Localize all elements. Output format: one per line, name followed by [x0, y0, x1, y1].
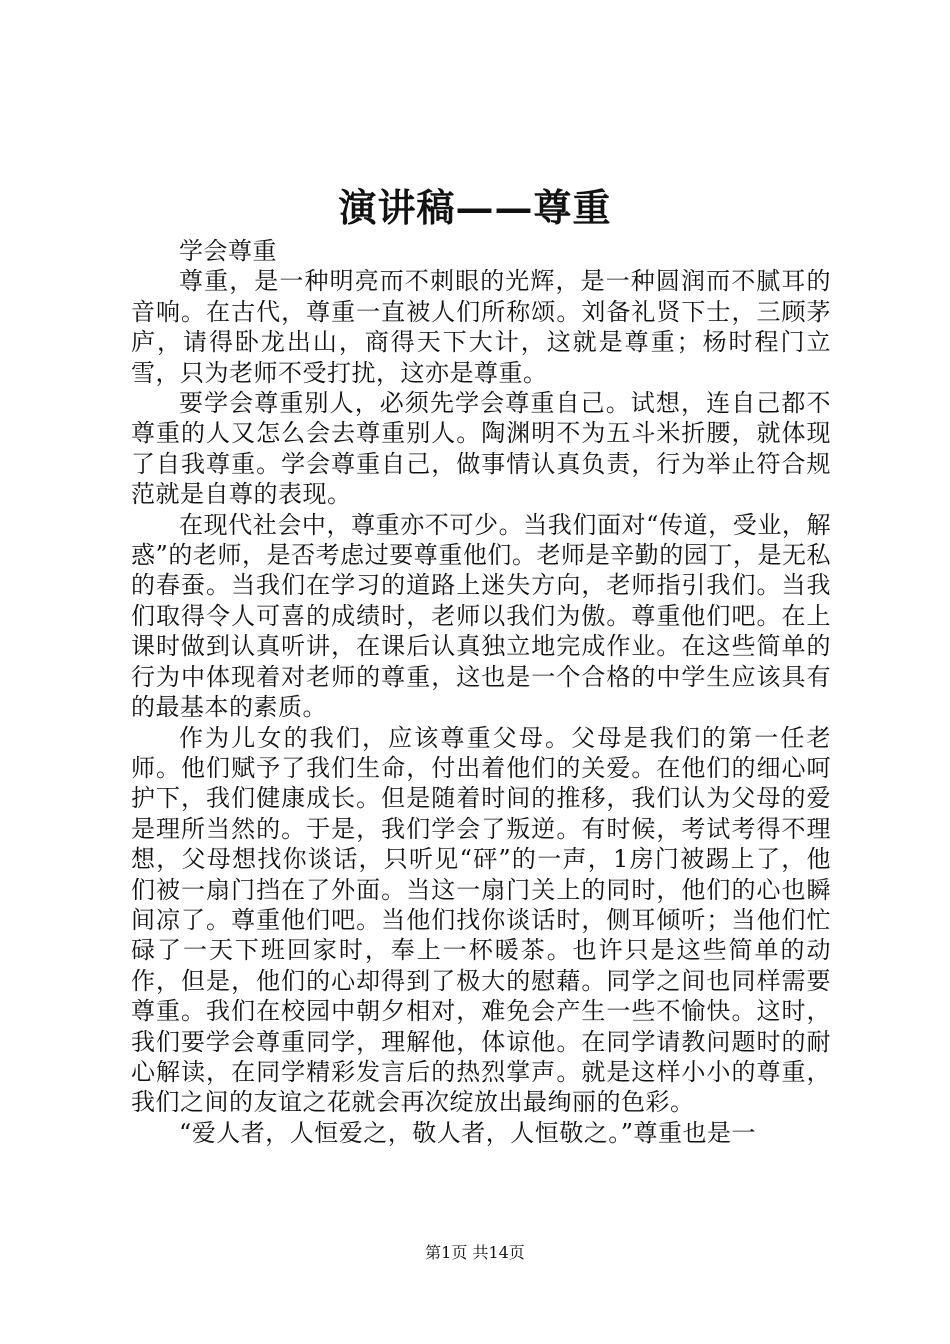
- paragraph: 在现代社会中，尊重亦不可少。当我们面对“传道，受业，解惑”的老师，是否考虑过要尊重他们。老师是辛勤的园丁，是无私的春蚕。当我们在学习的道路上迷失方向，老师指引我们。当我们取得令人可喜的成绩时，老师以我们为傲。尊重他们吧。在上课时做到认真听讲，在课后认真独立地完成作业。在这些简单的行为中体现着对老师的尊重，这也是一个合格的中学生应该具有的最基本的素质。: [131, 510, 831, 722]
- paragraph-subtitle: 学会尊重: [179, 237, 277, 265]
- paragraph: 尊重，是一种明亮而不刺眼的光辉，是一种圆润而不腻耳的音响。在古代，尊重一直被人们所称颂。刘备礼贤下士，三顾茅庐，请得卧龙出山，商得天下大计，这就是尊重；杨时程门立雪，只为老师不受打扰，这亦是尊重。: [131, 267, 831, 387]
- paragraph: 要学会尊重别人，必须先学会尊重自己。试想，连自己都不尊重的人又怎么会去尊重别人。陶渊明不为五斗米折腰，就体现了自我尊重。学会尊重自己，做事情认真负责，行为举止符合规范就是自尊的表现。: [131, 389, 831, 509]
- document-title: 演讲稿——尊重: [338, 185, 612, 230]
- document-body: [131, 236, 831, 1148]
- paragraph: 作为儿女的我们，应该尊重父母。父母是我们的第一任老师。他们赋予了我们生命，付出着他们的关爱。在他们的细心呵护下，我们健康成长。但是随着时间的推移，我们认为父母的爱是理所当然的。于是，我们学会了叛逆。有时候，考试考得不理想，父母想找你谈话，只听见“砰”的一声，1房门被踢上了，他们被一扇门挡在了外面。当这一扇门关上的同时，他们的心也瞬间凉了。尊重他们吧。当他们找你谈话时，侧耳倾听；当他们忙碌了一天下班回家时，奉上一杯暖茶。也许只是这些简单的动作，但是，他们的心却得到了极大的慰藉。同学之间也同样需要尊重。我们在校园中朝夕相对，难免会产生一些不愉快。这时，我们要学会尊重同学，理解他，体谅他。在同学请教问题时的耐心解读，在同学精彩发言后的热烈掌声。就是这样小小的尊重，我们之间的友谊之花就会再次绽放出最绚丽的色彩。: [131, 723, 831, 1117]
- paragraph: “爱人者，人恒爱之，敬人者，人恒敬之。”尊重也是一: [179, 1118, 757, 1147]
- page-number-footer: 第1页 共14页: [425, 1243, 525, 1262]
